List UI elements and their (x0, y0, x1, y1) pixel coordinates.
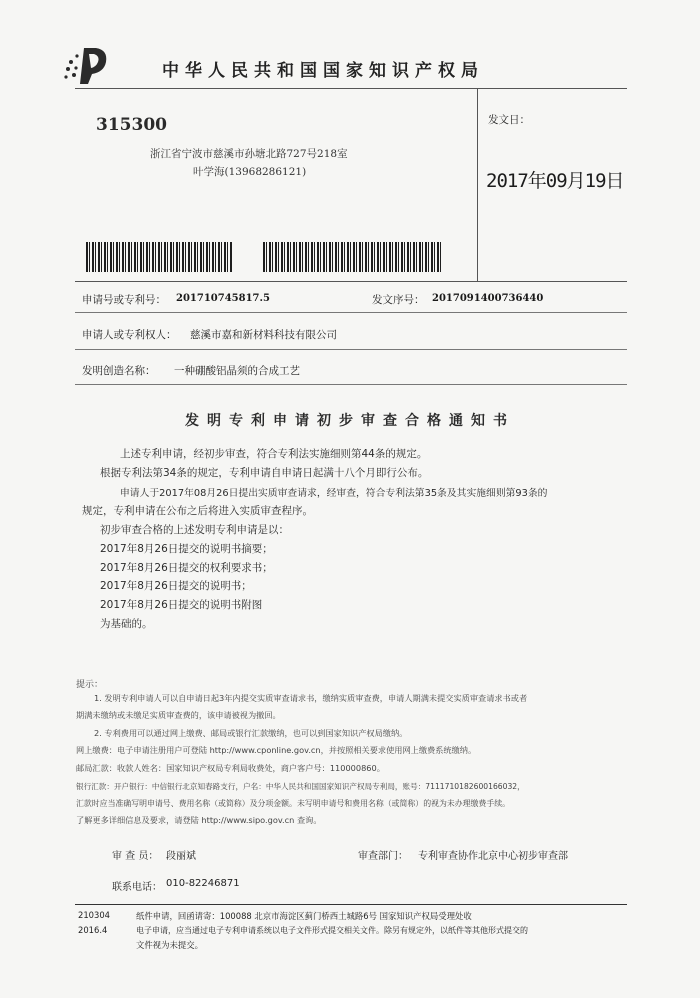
office-name: 中华人民共和国国家知识产权局 (162, 61, 484, 81)
tip-line: 2. 专利费用可以通过网上缴费、邮局或银行汇款缴纳，也可以到国家知识产权局缴纳。 (94, 728, 408, 738)
body-line: 为基础的。 (100, 618, 153, 630)
applicant-label: 申请人或专利权人： (82, 329, 177, 341)
body-line: 根据专利法第34条的规定，专利申请自申请日起满十八个月即行公布。 (100, 467, 429, 479)
app-no-label: 申请号或专利号： (82, 294, 166, 306)
tip-line: 了解更多详细信息及要求，请登陆 http://www.sipo.gov.cn 查询。 (76, 815, 322, 825)
app-no-value: 201710745817.5 (176, 293, 270, 304)
body-line: 2017年8月26日提交的权利要求书； (100, 562, 273, 574)
body-line: 规定，专利申请在公布之后将进入实质审查程序。 (82, 505, 313, 517)
barcode-left (86, 242, 232, 272)
applicant-value: 慈溪市嘉和新材料科技有限公司 (190, 329, 337, 341)
form-version: 2016.4 (78, 925, 108, 935)
header-top-rule (75, 88, 627, 89)
notice-title: 发明专利申请初步审查合格通知书 (185, 413, 515, 429)
footer-line: 文件视为未提交。 (136, 940, 203, 950)
body-line: 初步审查合格的上述发明专利申请是以： (100, 524, 289, 536)
row-rule-3 (75, 384, 627, 385)
tips-heading: 提示： (76, 680, 104, 690)
cnipa-logo-icon (62, 44, 116, 86)
phone-label: 联系电话： (112, 882, 162, 893)
footer-rule (75, 904, 627, 905)
invention-value: 一种硼酸铝晶须的合成工艺 (174, 365, 300, 377)
serial-value: 2017091400736440 (432, 293, 544, 304)
barcode-right (263, 242, 441, 272)
body-line: 2017年8月26日提交的说明书附图 (100, 599, 263, 611)
header-divider (477, 88, 478, 281)
form-code: 210304 (78, 910, 110, 920)
serial-label: 发文序号： (372, 294, 425, 306)
header-bottom-rule (75, 281, 627, 282)
address-line1: 浙江省宁波市慈溪市孙塘北路727号218室 (150, 148, 348, 160)
row-rule-1 (75, 312, 627, 313)
tip-line: 银行汇款：开户银行：中信银行北京知春路支行，户名：中华人民共和国国家知识产权局专利局，账号：7111710182600166032， (76, 782, 525, 791)
tip-line: 1. 发明专利申请人可以自申请日起3年内提交实质审查请求书，缴纳实质审查费，申请人期满未提交实质审查请求书或者 (94, 693, 528, 703)
dept-name: 专利审查协作北京中心初步审查部 (418, 851, 568, 862)
dept-label: 审查部门： (358, 851, 408, 862)
invention-label: 发明创造名称： (82, 365, 156, 377)
examiner-label: 审 查 员： (112, 851, 159, 862)
tip-line: 网上缴费：电子申请注册用户可登陆 http://www.cponline.gov.cn，并按照相关要求使用网上缴费系统缴纳。 (76, 745, 477, 755)
examiner-name: 段丽斌 (166, 851, 196, 862)
send-date-stamp: 2017年09月19日 (486, 170, 624, 192)
footer-line: 纸件申请，回函请寄：100088 北京市海淀区蓟门桥西土城路6号 国家知识产权局受理处收 (136, 911, 472, 921)
body-line: 上述专利申请，经初步审查，符合专利法实施细则第44条的规定。 (120, 448, 428, 460)
body-line: 2017年8月26日提交的说明书摘要； (100, 543, 273, 555)
footer-line: 电子申请，应当通过电子专利申请系统以电子文件形式提交相关文件。除另有规定外，以纸件等其他形式提交的 (136, 926, 528, 935)
body-line: 申请人于2017年08月26日提出实质审查请求，经审查，符合专利法第35条及其实施细则第93条的 (120, 488, 548, 499)
zip-code: 315300 (96, 115, 167, 135)
row-rule-2 (75, 349, 627, 350)
tip-line: 汇款时应当准确写明申请号、费用名称（或简称）及分项金额。未写明申请号和费用名称（或简称）的视为未办理缴费手续。 (76, 799, 510, 808)
body-line: 2017年8月26日提交的说明书； (100, 580, 252, 592)
send-date-label: 发文日： (488, 114, 530, 126)
address-line2: 叶学海(13968286121) (193, 166, 307, 178)
tip-line: 期满未缴纳或未缴足实质审查费的，该申请被视为撤回。 (76, 710, 281, 720)
tip-line: 邮局汇款：收款人姓名：国家知识产权局专利局收费处，商户客户号：110000860。 (76, 763, 385, 773)
phone-number: 010-82246871 (166, 878, 240, 889)
